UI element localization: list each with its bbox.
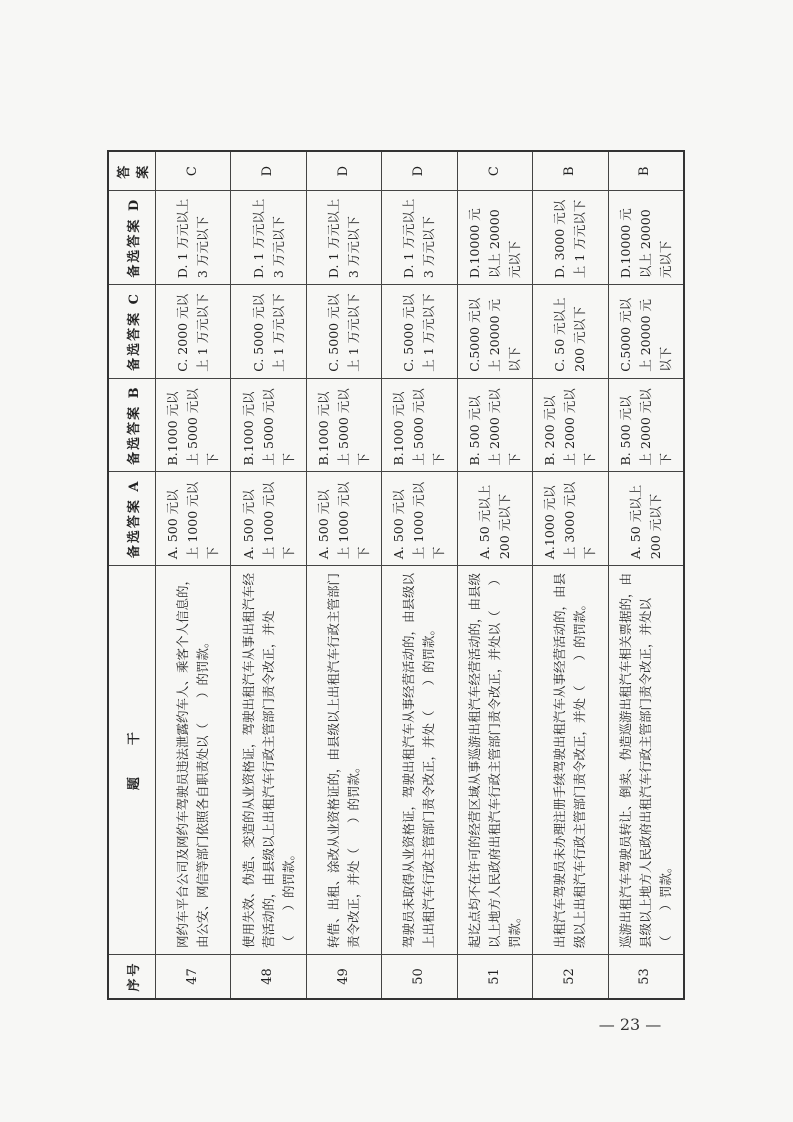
option-a: A. 500 元以上 1000 元以下 <box>156 472 231 566</box>
table-row <box>457 151 532 999</box>
option-c: C. 50 元以上 200 元以下 <box>533 285 608 379</box>
option-c: C.5000 元以上 20000 元以下 <box>608 285 684 379</box>
header-num: 序号 <box>108 955 156 1000</box>
header-row <box>108 151 156 999</box>
option-c: C.5000 元以上 20000 元以下 <box>457 285 532 379</box>
header-option-b: 备选答案 B <box>108 378 156 472</box>
option-b: B. 500 元以上 2000 元以下 <box>457 378 532 472</box>
answer: B <box>608 151 684 191</box>
question-table <box>107 150 685 1000</box>
table-row <box>533 151 608 999</box>
option-a: A. 500 元以上 1000 元以下 <box>231 472 306 566</box>
option-b: B. 200 元以上 2000 元以下 <box>533 378 608 472</box>
option-b: B. 500 元以上 2000 元以下 <box>608 378 684 472</box>
option-d: D.10000 元以上 20000 元以下 <box>457 191 532 285</box>
question-stem: 起讫点均不在许可的经营区域从事巡游出租汽车经营活动的，由县级以上地方人民政府出租汽车行政主管部门责令改正，并处以（ ）罚款。 <box>457 566 532 955</box>
answer: C <box>156 151 231 191</box>
option-a: A. 500 元以上 1000 元以下 <box>382 472 457 566</box>
option-d: D. 1 万元以上 3 万元以下 <box>156 191 231 285</box>
option-d: D.10000 元以上 20000 元以下 <box>608 191 684 285</box>
table-row <box>306 151 381 999</box>
question-stem: 网约车平台公司及网约车驾驶员违法泄露约车人、乘客个人信息的，由公安、网信等部门依照各自职责处以（ ）的罚款。 <box>156 566 231 955</box>
row-number: 53 <box>608 955 684 1000</box>
question-stem: 巡游出租汽车驾驶员转让、倒卖、伪造巡游出租汽车相关票据的，由县级以上地方人民政府出租汽车行政主管部门责令改正，并处以（ ）罚款。 <box>608 566 684 955</box>
option-d: D. 1 万元以上 3 万元以下 <box>306 191 381 285</box>
answer: B <box>533 151 608 191</box>
option-a: A. 50 元以上 200 元以下 <box>608 472 684 566</box>
row-number: 51 <box>457 955 532 1000</box>
row-number: 47 <box>156 955 231 1000</box>
header-option-c: 备选答案 C <box>108 285 156 379</box>
option-b: B.1000 元以上 5000 元以下 <box>382 378 457 472</box>
option-d: D. 1 万元以上 3 万元以下 <box>231 191 306 285</box>
table-row <box>156 151 231 999</box>
option-d: D. 3000 元以上 1 万元以下 <box>533 191 608 285</box>
rotated-table-wrapper <box>107 150 685 1000</box>
option-c: C. 5000 元以上 1 万元以下 <box>306 285 381 379</box>
answer: C <box>457 151 532 191</box>
option-b: B.1000 元以上 5000 元以下 <box>231 378 306 472</box>
row-number: 48 <box>231 955 306 1000</box>
answer: D <box>382 151 457 191</box>
option-d: D. 1 万元以上 3 万元以下 <box>382 191 457 285</box>
answer: D <box>231 151 306 191</box>
answer: D <box>306 151 381 191</box>
question-stem: 使用失效、伪造、变造的从业资格证，驾驶出租汽车从事出租汽车经营活动的，由县级以上出租汽车行政主管部门责令改正，并处（ ）的罚款。 <box>231 566 306 955</box>
row-number: 49 <box>306 955 381 1000</box>
option-a: A. 50 元以上 200 元以下 <box>457 472 532 566</box>
page-number: — 23 — <box>598 1015 662 1034</box>
question-stem: 出租汽车驾驶员未办理注册手续驾驶出租汽车从事经营活动的，由县级以上出租汽车行政主管部门责令改正，并处（ ）的罚款。 <box>533 566 608 955</box>
option-c: C. 2000 元以上 1 万元以下 <box>156 285 231 379</box>
row-number: 52 <box>533 955 608 1000</box>
table-row <box>382 151 457 999</box>
header-stem: 题 干 <box>108 566 156 955</box>
option-b: B.1000 元以上 5000 元以下 <box>306 378 381 472</box>
table-rotator <box>107 150 685 1000</box>
table-row <box>608 151 684 999</box>
header-option-d: 备选答案 D <box>108 191 156 285</box>
header-option-a: 备选答案 A <box>108 472 156 566</box>
option-a: A. 500 元以上 1000 元以下 <box>306 472 381 566</box>
option-a: A.1000 元以上 3000 元以下 <box>533 472 608 566</box>
option-c: C. 5000 元以上 1 万元以下 <box>382 285 457 379</box>
question-stem: 驾驶员未取得从业资格证，驾驶出租汽车从事经营活动的，由县级以上出租汽车行政主管部门责令改正，并处（ ）的罚款。 <box>382 566 457 955</box>
question-stem: 转借、出租、涂改从业资格证的，由县级以上出租汽车行政主管部门责令改正，并处（ ）的罚款。 <box>306 566 381 955</box>
row-number: 50 <box>382 955 457 1000</box>
header-answer: 答案 <box>108 151 156 191</box>
option-b: B.1000 元以上 5000 元以下 <box>156 378 231 472</box>
option-c: C. 5000 元以上 1 万元以下 <box>231 285 306 379</box>
table-row <box>231 151 306 999</box>
